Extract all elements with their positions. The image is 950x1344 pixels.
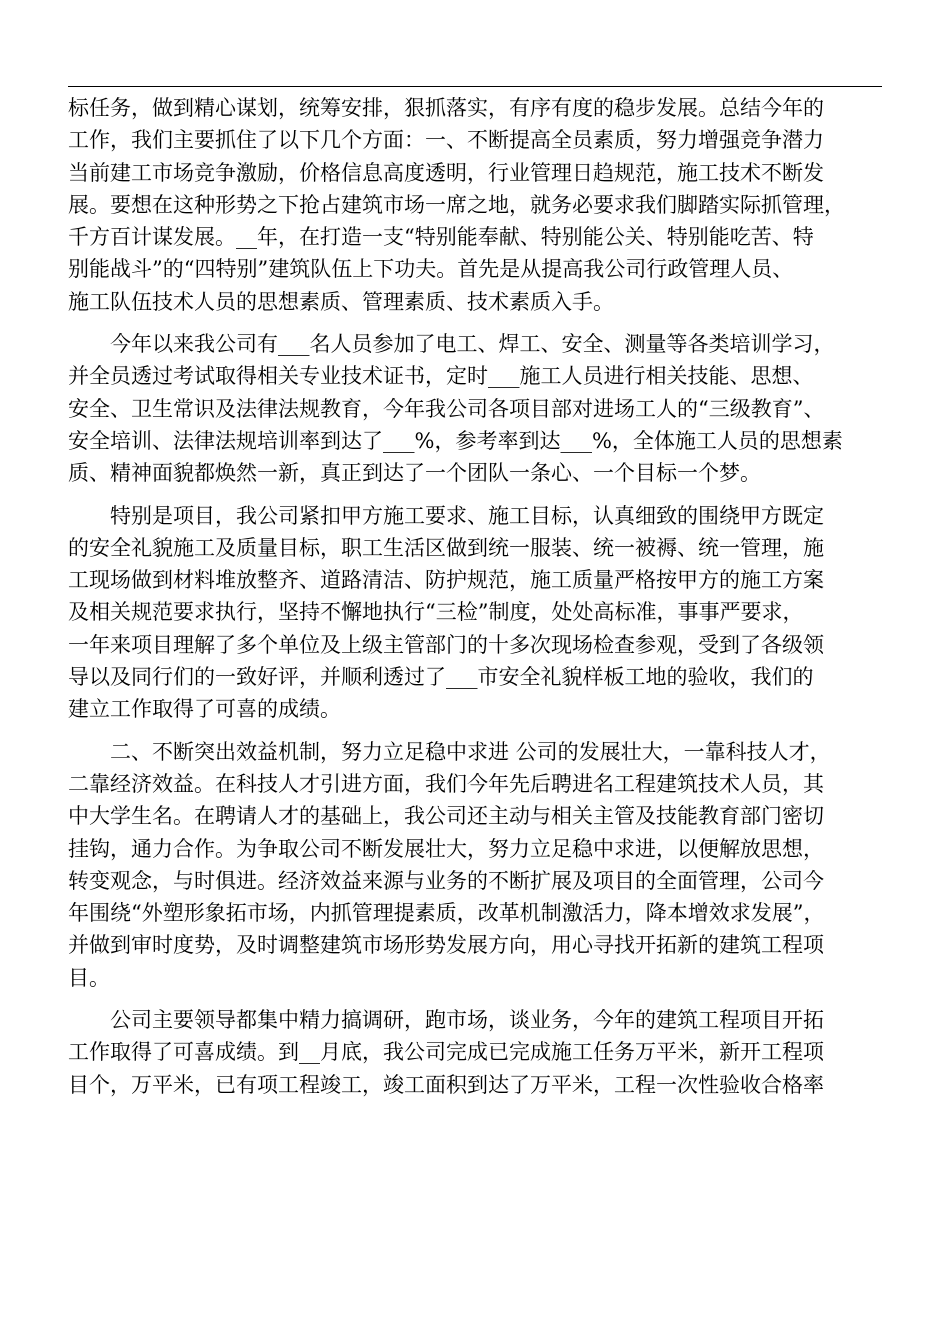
text-line: 公司主要领导都集中精力搞调研，跑市场，谈业务，今年的建筑工程项目开拓 (110, 1008, 824, 1033)
text-line: 二靠经济效益。在科技人才引进方面，我们今年先后聘进名工程建筑技术人员，其 (68, 771, 824, 796)
paragraph-1 (68, 92, 888, 318)
document-body (68, 92, 888, 1111)
text-line: 当前建工市场竞争激励，价格信息高度透明，行业管理日趋规范，施工技术不断发 (68, 160, 824, 185)
text-line: 安全培训、法律法规培训率到达了___%，参考率到达___%，全体施工人员的思想素 (68, 428, 843, 453)
text-line: 特别是项目，我公司紧扣甲方施工要求、施工目标，认真细致的围绕甲方既定 (110, 503, 824, 528)
text-line: 工作，我们主要抓住了以下几个方面：一、不断提高全员素质，努力增强竞争潜力 (68, 128, 824, 153)
text-line: 工现场做到材料堆放整齐、道路清洁、防护规范，施工质量严格按甲方的施工方案 (68, 568, 824, 593)
text-line: 安全、卫生常识及法律法规教育，今年我公司各项目部对进场工人的“三级教育”、 (68, 396, 825, 421)
header-rule (68, 86, 882, 87)
text-line: 建立工作取得了可喜的成绩。 (68, 697, 341, 722)
text-line: 并做到审时度势，及时调整建筑市场形势发展方向，用心寻找开拓新的建筑工程项 (68, 933, 824, 958)
paragraph-4 (68, 736, 888, 994)
text-line: 年围绕“外塑形象拓市场，内抓管理提素质，改革机制激活力，降本增效求发展”， (68, 901, 825, 926)
text-line: 别能战斗”的“四特别”建筑队伍上下功夫。首先是从提高我公司行政管理人员、 (68, 257, 794, 282)
text-line: 的安全礼貌施工及质量目标，职工生活区做到统一服装、统一被褥、统一管理，施 (68, 535, 824, 560)
text-line: 施工队伍技术人员的思想素质、管理素质、技术素质入手。 (68, 289, 614, 314)
text-line: 转变观念，与时俱进。经济效益来源与业务的不断扩展及项目的全面管理，公司今 (68, 868, 824, 893)
text-line: 质、精神面貌都焕然一新，真正到达了一个团队一条心、一个目标一个梦。 (68, 461, 761, 486)
text-line: 导以及同行们的一致好评，并顺利透过了___市安全礼貌样板工地的验收，我们的 (68, 665, 814, 690)
text-line: 目。 (68, 965, 110, 990)
text-line: 二、不断突出效益机制，努力立足稳中求进 公司的发展壮大，一靠科技人才， (110, 739, 831, 764)
paragraph-3 (68, 500, 888, 726)
paragraph-2 (68, 328, 888, 489)
text-line: 目个，万平米，已有项工程竣工，竣工面积到达了万平米，工程一次性验收合格率 (68, 1072, 824, 1097)
text-line: 中大学生名。在聘请人才的基础上，我公司还主动与相关主管及技能教育部门密切 (68, 804, 824, 829)
text-line: 并全员透过考试取得相关专业技术证书，定时___施工人员进行相关技能、思想、 (68, 364, 814, 389)
text-line: 千方百计谋发展。__年，在打造一支“特别能奉献、特别能公关、特别能吃苦、特 (68, 225, 814, 250)
text-line: 及相关规范要求执行，坚持不懈地执行“三检”制度，处处高标准，事事严要求， (68, 600, 804, 625)
paragraph-5 (68, 1004, 888, 1101)
text-line: 挂钩，通力合作。为争取公司不断发展壮大，努力立足稳中求进，以便解放思想， (68, 836, 824, 861)
text-line: 今年以来我公司有___名人员参加了电工、焊工、安全、测量等各类培训学习， (110, 332, 835, 357)
text-line: 工作取得了可喜成绩。到__月底，我公司完成已完成施工任务万平米，新开工程项 (68, 1040, 824, 1065)
text-line: 展。要想在这种形势之下抢占建筑市场一席之地，就务必要求我们脚踏实际抓管理， (68, 192, 845, 217)
text-line: 标任务，做到精心谋划，统筹安排，狠抓落实，有序有度的稳步发展。总结今年的 (68, 96, 824, 120)
text-line: 一年来项目理解了多个单位及上级主管部门的十多次现场检查参观，受到了各级领 (68, 632, 824, 657)
